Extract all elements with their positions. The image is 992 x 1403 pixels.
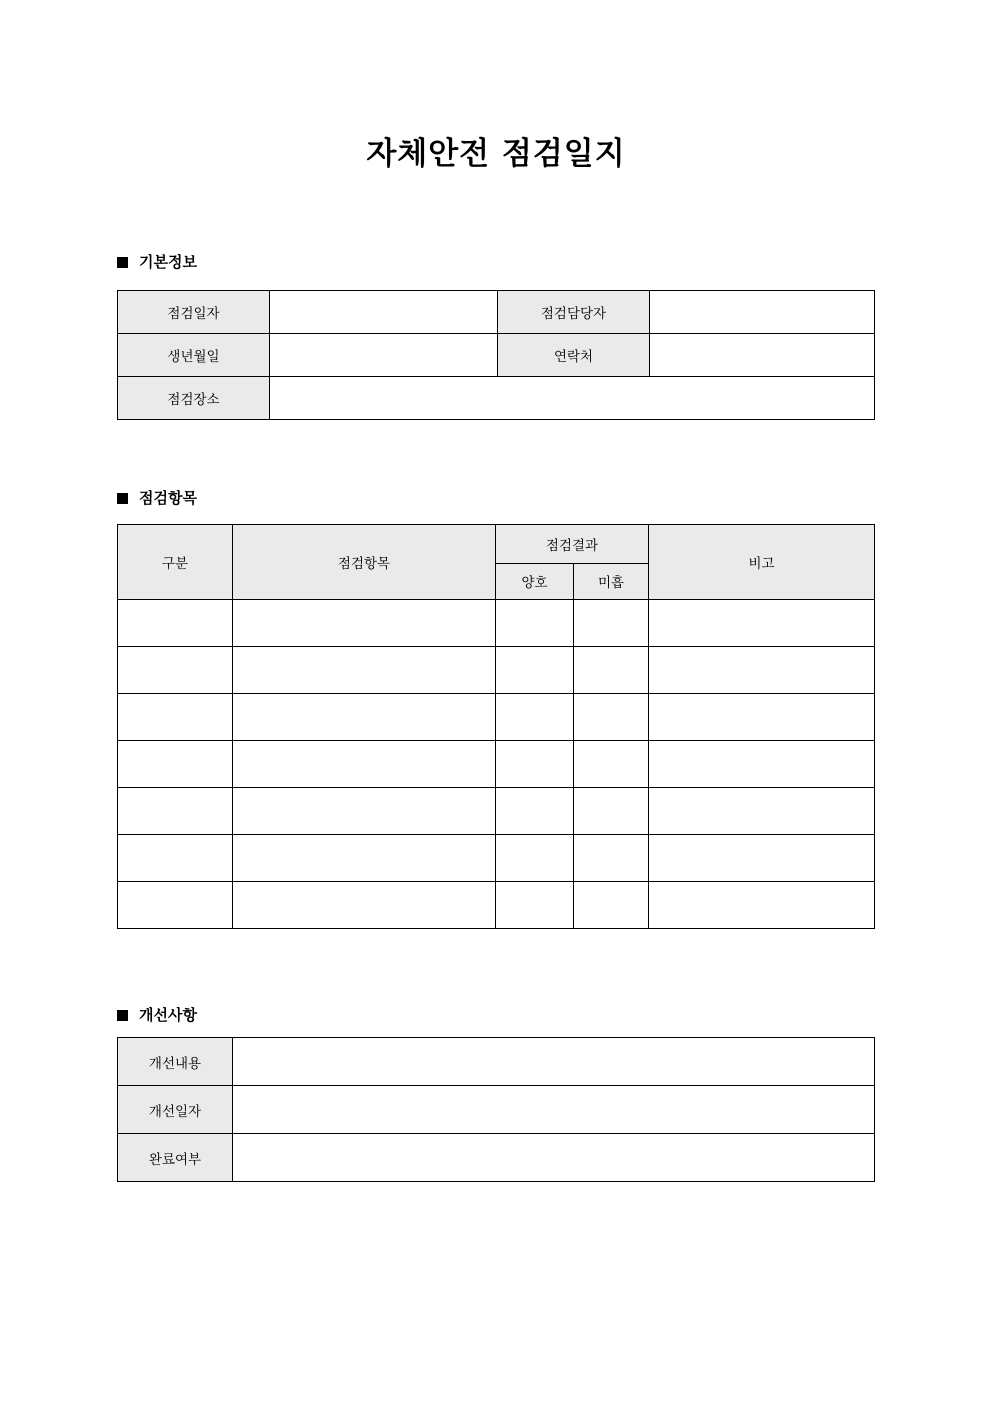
cell-gubun[interactable] (118, 647, 233, 694)
cell-good[interactable] (496, 835, 574, 882)
label-completion-status: 완료여부 (118, 1134, 233, 1182)
column-header-inspection-item: 점검항목 (233, 525, 496, 600)
cell-remark[interactable] (649, 741, 875, 788)
table-row (118, 291, 875, 334)
cell-poor[interactable] (574, 882, 649, 929)
basic-info-table (117, 290, 875, 420)
table-row (118, 788, 875, 835)
column-header-inspection-result: 점검결과 (496, 525, 649, 564)
cell-good[interactable] (496, 882, 574, 929)
cell-remark[interactable] (649, 694, 875, 741)
section-heading-basic-info (117, 252, 197, 272)
cell-remark[interactable] (649, 882, 875, 929)
table-row (118, 600, 875, 647)
field-completion-status[interactable] (233, 1134, 875, 1182)
cell-gubun[interactable] (118, 694, 233, 741)
label-contact: 연락처 (498, 334, 650, 377)
column-header-result-good: 양호 (496, 563, 574, 600)
improvements-table (117, 1037, 875, 1182)
table-header-row-top (118, 525, 875, 564)
square-bullet-icon (117, 493, 128, 504)
cell-poor[interactable] (574, 600, 649, 647)
cell-item[interactable] (233, 788, 496, 835)
page-title: 자체안전 점검일지 (366, 136, 626, 172)
field-inspection-date[interactable] (270, 291, 498, 334)
cell-good[interactable] (496, 600, 574, 647)
table-row (118, 1134, 875, 1182)
column-header-result-poor: 미흡 (574, 563, 649, 600)
cell-gubun[interactable] (118, 741, 233, 788)
section-heading-inspection-items-label: 점검항목 (139, 489, 197, 507)
table-row (118, 647, 875, 694)
field-improvement-content[interactable] (233, 1038, 875, 1086)
column-header-gubun: 구분 (118, 525, 233, 600)
section-heading-basic-info-label: 기본정보 (139, 253, 197, 271)
field-inspector[interactable] (650, 291, 875, 334)
field-birth-date[interactable] (270, 334, 498, 377)
cell-good[interactable] (496, 741, 574, 788)
table-row (118, 1038, 875, 1086)
square-bullet-icon (117, 1010, 128, 1021)
cell-gubun[interactable] (118, 788, 233, 835)
cell-item[interactable] (233, 600, 496, 647)
cell-gubun[interactable] (118, 882, 233, 929)
cell-remark[interactable] (649, 600, 875, 647)
cell-item[interactable] (233, 882, 496, 929)
cell-item[interactable] (233, 835, 496, 882)
section-heading-improvements (117, 1005, 197, 1025)
cell-poor[interactable] (574, 694, 649, 741)
cell-item[interactable] (233, 647, 496, 694)
table-row (118, 1086, 875, 1134)
cell-remark[interactable] (649, 647, 875, 694)
table-row (118, 694, 875, 741)
label-improvement-date: 개선일자 (118, 1086, 233, 1134)
cell-gubun[interactable] (118, 600, 233, 647)
label-inspector: 점검담당자 (498, 291, 650, 334)
label-improvement-content: 개선내용 (118, 1038, 233, 1086)
cell-gubun[interactable] (118, 835, 233, 882)
cell-poor[interactable] (574, 741, 649, 788)
label-inspection-date: 점검일자 (118, 291, 270, 334)
cell-poor[interactable] (574, 788, 649, 835)
cell-poor[interactable] (574, 835, 649, 882)
section-heading-improvements-label: 개선사항 (139, 1006, 197, 1024)
square-bullet-icon (117, 257, 128, 268)
field-improvement-date[interactable] (233, 1086, 875, 1134)
table-row (118, 882, 875, 929)
column-header-remark: 비고 (649, 525, 875, 600)
table-row (118, 377, 875, 420)
cell-good[interactable] (496, 694, 574, 741)
cell-good[interactable] (496, 647, 574, 694)
field-inspection-place[interactable] (270, 377, 875, 420)
table-row (118, 835, 875, 882)
inspection-items-table (117, 524, 875, 929)
cell-item[interactable] (233, 741, 496, 788)
label-birth-date: 생년월일 (118, 334, 270, 377)
table-row (118, 741, 875, 788)
cell-good[interactable] (496, 788, 574, 835)
field-contact[interactable] (650, 334, 875, 377)
cell-item[interactable] (233, 694, 496, 741)
label-inspection-place: 점검장소 (118, 377, 270, 420)
cell-remark[interactable] (649, 788, 875, 835)
table-row (118, 334, 875, 377)
cell-remark[interactable] (649, 835, 875, 882)
section-heading-inspection-items (117, 488, 197, 508)
cell-poor[interactable] (574, 647, 649, 694)
